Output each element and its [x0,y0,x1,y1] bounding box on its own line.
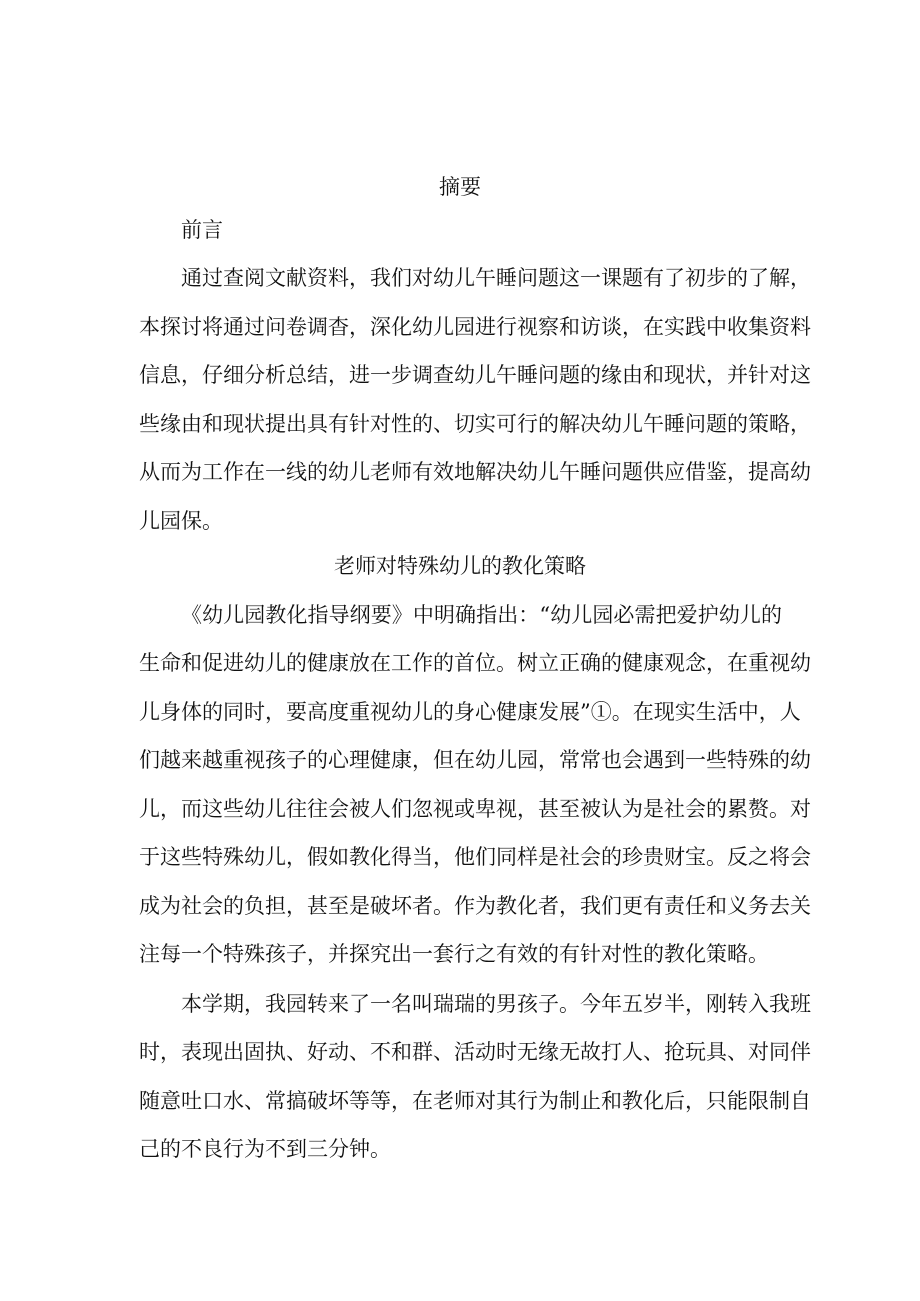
paragraph-line: 成为社会的负担，甚至是破坏者。作为教化者，我们更有责任和义务去关 [139,894,811,918]
paragraph-line: 己的不良行为不到三分钟。 [139,1137,391,1161]
section-title: 老师对特殊幼儿的教化策略 [334,554,586,578]
preface-label: 前言 [181,218,223,242]
paragraph-line: 生命和促进幼儿的健康放在工作的首位。树立正确的健康观念，在重视幼 [139,651,811,675]
paragraph-line: 随意吐口水、常搞破坏等等，在老师对其行为制止和教化后，只能限制自 [139,1089,811,1113]
paragraph-line: 们越来越重视孩子的心理健康，但在幼儿园，常常也会遇到一些特殊的幼 [139,748,811,772]
preface-line: 本探讨将通过问卷调杳，深化幼儿园进行视察和访谈，在实践中收集资料 [139,315,811,339]
preface-line: 儿园保。 [139,509,223,533]
abstract-title: 摘要 [439,175,481,199]
paragraph-line: 时，表现出固执、好动、不和群、活动时无缘无故打人、抢玩具、对同伴 [139,1040,811,1064]
preface-line: 从而为工作在一线的幼儿老师有效地解决幼儿午睡问题供应借鉴，提高幼 [139,460,811,484]
paragraph-line: 《幼儿园教化指导纲要》中明确指出：“幼儿园必需把爱护幼儿的 [181,603,782,627]
paragraph-line: 本学期，我园转来了一名叫瑞瑞的男孩子。今年五岁半，刚转入我班 [181,992,811,1016]
paragraph-line: 注每一个特殊孩子，并探究出一套行之有效的有针对性的教化策略。 [139,942,769,966]
preface-line: 些缘由和现状提出具有针对性的、切实可行的解决幼儿午睡问题的策略， [139,412,811,436]
preface-line: 通过查阅文献资料，我们对幼儿午睡问题这一课题有了初步的了解， [181,266,811,290]
paragraph-line: 于这些特殊幼儿，假如教化得当，他们同样是社会的珍贵财宝。反之将会 [139,845,811,869]
paragraph-line: 儿身体的同时，要高度重视幼儿的身心健康发展”①。在现实生活中，人 [139,700,801,724]
paragraph-line: 儿，而这些幼儿往往会被人们忽视或卑视，甚至被认为是社会的累赘。对 [139,797,811,821]
preface-line: 信息，仔细分析总结，进一步调查幼儿午睡问题的缘由和现状，并针对这 [139,363,811,387]
